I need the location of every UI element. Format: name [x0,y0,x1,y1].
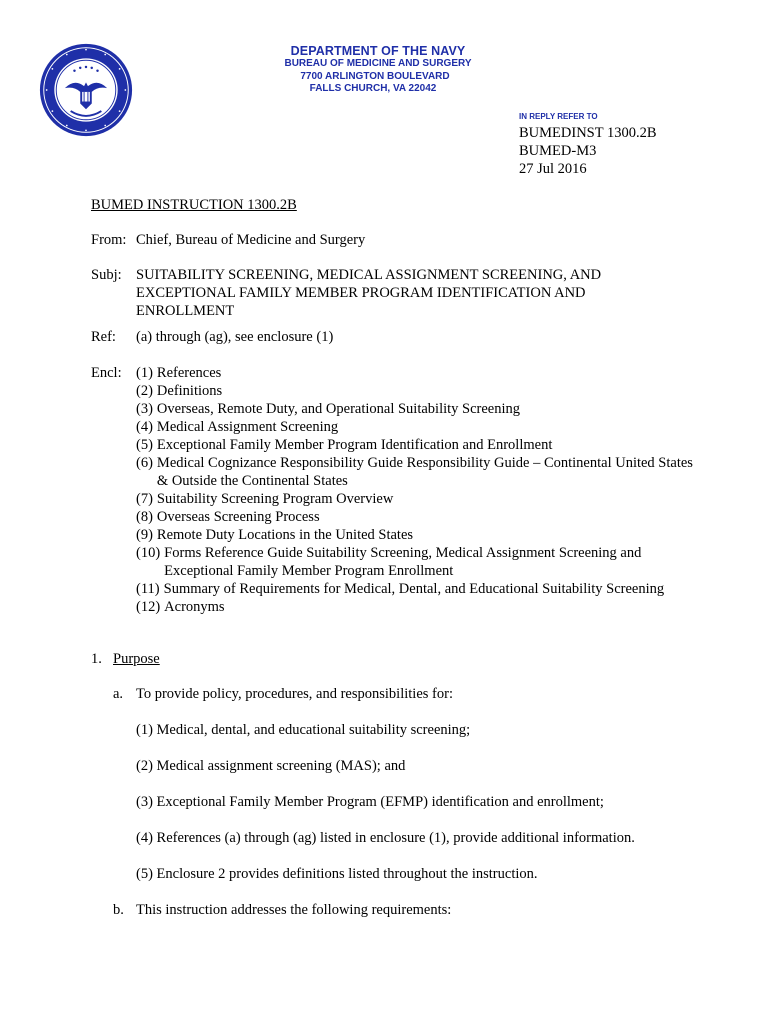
enclosure-label: Encl: [91,365,122,381]
paragraph-a-label: a. [113,686,124,702]
list-item: (12) Acronyms [136,599,225,615]
list-item: (9) Remote Duty Locations in the United States [136,527,414,543]
instruction-number: BUMEDINST 1300.2B [519,125,657,141]
letterhead-city: FALLS CHURCH, VA 22042 [309,83,437,94]
enclosure-list [136,364,696,616]
list-item: (7) Suitability Screening Program Overview [136,491,394,507]
list-item: (3) Exceptional Family Member Program (EFMP) identification and enrollment; [136,794,604,810]
list-item: (6) Medical Cognizance Responsibility Guide Responsibility Guide – Continental United States & Outside the Continental States [136,455,693,489]
office-code: BUMED-M3 [519,143,597,159]
reference-label: Ref: [91,329,116,345]
list-item: (1) Medical, dental, and educational suitability screening; [136,722,471,738]
list-item: (4) References (a) through (ag) listed in enclosure (1), provide additional information. [136,830,635,846]
paragraph-a-text: To provide policy, procedures, and responsibilities for: [136,686,453,702]
list-item: (4) Medical Assignment Screening [136,419,339,435]
letterhead-street: 7700 ARLINGTON BOULEVARD [300,70,450,82]
department-of-defense-seal-icon [38,42,134,138]
reply-block [519,124,657,178]
subject-label: Subj: [91,267,122,283]
list-item: (2) Medical assignment screening (MAS); and [136,758,406,774]
from-label: From: [91,232,127,248]
subject-value: SUITABILITY SCREENING, MEDICAL ASSIGNMENT SCREENING, AND EXCEPTIONAL FAMILY MEMBER PROGRAM IDENTIFICATION AND ENROLLMENT [136,267,602,319]
paragraph-b-label: b. [113,902,124,918]
list-item: (8) Overseas Screening Process [136,509,320,525]
list-item: (11) Summary of Requirements for Medical, Dental, and Educational Suitability Screening [136,581,665,597]
reply-label: IN REPLY REFER TO [519,112,598,121]
list-item: (2) Definitions [136,383,223,399]
letterhead-department: DEPARTMENT OF THE NAVY [290,44,466,58]
from-value: Chief, Bureau of Medicine and Surgery [136,232,366,248]
list-item: (10) Forms Reference Guide Suitability Screening, Medical Assignment Screening and Exceptional Family Member Program Enrollment [136,545,642,579]
paragraph-b-text: This instruction addresses the following requirements: [136,902,452,918]
document-heading: BUMED INSTRUCTION 1300.2B [91,197,297,213]
list-item: (5) Exceptional Family Member Program Identification and Enrollment [136,437,553,453]
section-number: 1. [91,651,102,667]
list-item: (5) Enclosure 2 provides definitions listed throughout the instruction. [136,866,538,882]
document-date: 27 Jul 2016 [519,161,587,177]
letterhead [268,44,508,96]
list-item: (1) References [136,365,222,381]
reference-value: (a) through (ag), see enclosure (1) [136,329,334,345]
section-title: Purpose [113,651,160,667]
letterhead-bureau: BUREAU OF MEDICINE AND SURGERY [284,58,472,69]
list-item: (3) Overseas, Remote Duty, and Operational Suitability Screening [136,401,521,417]
